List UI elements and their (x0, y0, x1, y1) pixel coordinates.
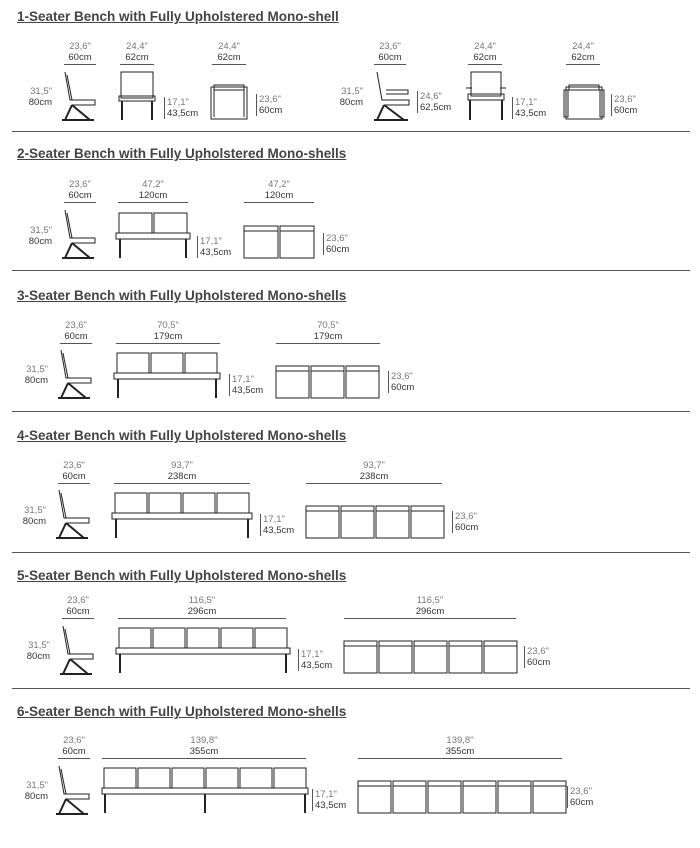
width-dimension: 47,2" 120cm (118, 179, 188, 203)
height-dimension: 31,5" 80cm (28, 225, 52, 247)
seat-height-dimension: 17,1" 43,5cm (512, 97, 546, 119)
width-dimension: 47,2" 120cm (244, 179, 314, 203)
depth-dimension: 23,6" 60cm (58, 735, 90, 759)
armchair-top-view (564, 84, 606, 120)
section-title-5-seater: 5-Seater Bench with Fully Upholstered Mono-shells (17, 568, 347, 583)
bench-top-view (342, 639, 520, 675)
width-dimension: 139,8" 355cm (358, 735, 562, 759)
height-dimension: 31,5" 80cm (26, 640, 50, 662)
seat-height-dimension: 17,1" 43,5cm (298, 649, 332, 671)
seat-height-dimension: 17,1" 43,5cm (197, 236, 231, 258)
section-title-2-seater: 2-Seater Bench with Fully Upholstered Mono-shells (17, 146, 347, 161)
depth-dimension: 23,6" 60cm (64, 41, 96, 65)
seat-height-dimension: 17,1" 43,5cm (164, 97, 198, 119)
depth-dimension: 23,6" 60cm (64, 179, 96, 203)
bench-top-view (274, 364, 384, 400)
bench-front-view (112, 492, 252, 540)
width-dimension: 116,5" 296cm (118, 595, 286, 619)
armchair-side-view (372, 70, 416, 122)
armchair-front-view (466, 70, 508, 122)
chair-front-view (118, 70, 158, 122)
section-divider (12, 411, 690, 412)
width-dimension: 24,4" 62cm (566, 41, 600, 65)
bench-front-view (116, 627, 290, 675)
section-title-4-seater: 4-Seater Bench with Fully Upholstered Mono-shells (17, 428, 347, 443)
depth-dimension: 23,6" 60cm (323, 233, 349, 255)
depth-dimension: 23,6" 60cm (524, 646, 550, 668)
bench-top-view (242, 224, 318, 260)
height-dimension: 31,5" 80cm (339, 86, 363, 108)
width-dimension: 116,5" 296cm (344, 595, 516, 619)
seat-height-dimension: 17,1" 43,5cm (229, 374, 263, 396)
depth-dimension: 23,6" 60cm (388, 371, 414, 393)
bench-side-view (54, 764, 94, 816)
bench-top-view (304, 504, 448, 540)
section-title-3-seater: 3-Seater Bench with Fully Upholstered Mono-shells (17, 288, 347, 303)
depth-dimension: 23,6" 60cm (452, 511, 478, 533)
width-dimension: 93,7" 238cm (306, 460, 442, 484)
bench-front-view (102, 767, 310, 815)
width-dimension: 70,5" 179cm (116, 320, 220, 344)
width-dimension: 93,7" 238cm (114, 460, 250, 484)
bench-side-view (56, 348, 96, 400)
depth-dimension: 23,6" 60cm (62, 595, 94, 619)
chair-top-view (210, 84, 250, 120)
section-divider (12, 688, 690, 689)
chair-side-view (60, 70, 100, 122)
height-dimension: 31,5" 80cm (24, 780, 48, 802)
depth-dimension: 23,6" 60cm (58, 460, 90, 484)
height-dimension: 31,5" 80cm (22, 505, 46, 527)
seat-height-dimension: 17,1" 43,5cm (312, 789, 346, 811)
depth-dimension: 23,6" 60cm (374, 41, 406, 65)
section-title-6-seater: 6-Seater Bench with Fully Upholstered Mono-shells (17, 704, 347, 719)
width-dimension: 24,4" 62cm (120, 41, 154, 65)
width-dimension: 24,4" 62cm (212, 41, 246, 65)
bench-front-view (116, 212, 192, 260)
section-divider (12, 552, 690, 553)
depth-dimension: 23,6" 60cm (611, 94, 637, 116)
depth-dimension: 23,6" 60cm (60, 320, 92, 344)
section-divider (12, 131, 690, 132)
width-dimension: 24,4" 62cm (468, 41, 502, 65)
bench-side-view (58, 624, 98, 676)
depth-dimension: 23,6" 60cm (567, 786, 593, 808)
depth-dimension: 23,6" 60cm (256, 94, 282, 116)
bench-side-view (60, 208, 100, 260)
bench-top-view (356, 779, 568, 815)
bench-front-view (114, 352, 222, 400)
section-divider (12, 270, 690, 271)
armchair-depth-dimension: 24,6" 62,5cm (417, 91, 451, 113)
height-dimension: 31,5" 80cm (24, 364, 48, 386)
seat-height-dimension: 17,1" 43,5cm (260, 514, 294, 536)
height-dimension: 31,5" 80cm (28, 86, 52, 108)
width-dimension: 139,8" 355cm (102, 735, 306, 759)
bench-side-view (54, 488, 94, 540)
section-title-1-seater: 1-Seater Bench with Fully Upholstered Mono-shell (17, 9, 339, 24)
width-dimension: 70,5" 179cm (276, 320, 380, 344)
